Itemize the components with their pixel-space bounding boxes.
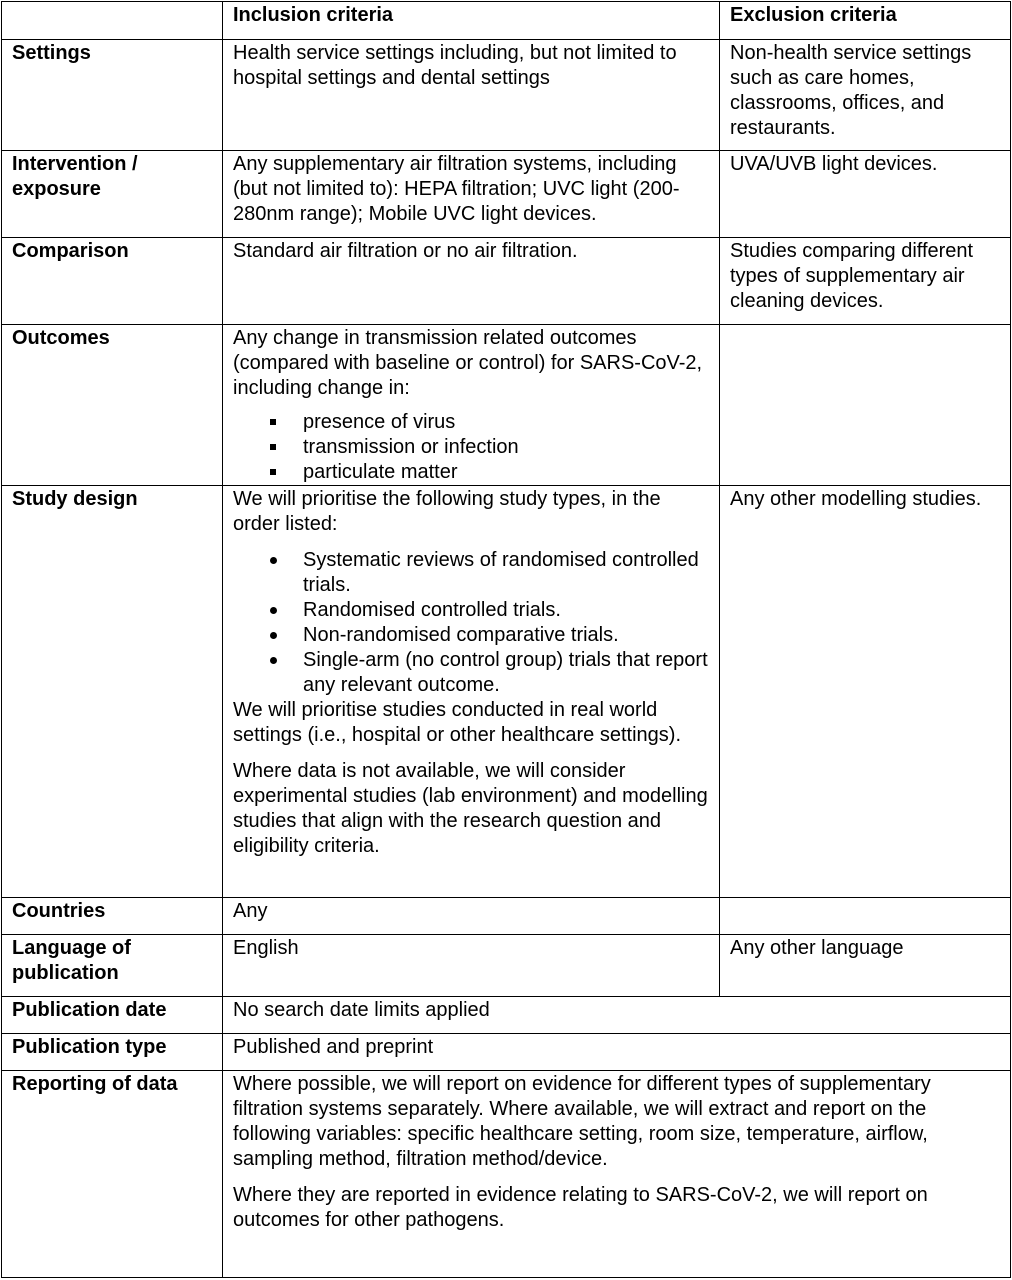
list-item: presence of virus bbox=[233, 410, 709, 435]
header-inclusion: Inclusion criteria bbox=[223, 2, 720, 40]
row-label: Reporting of data bbox=[2, 1071, 223, 1278]
row-label: Publication date bbox=[2, 997, 223, 1034]
exclusion-cell: Any other language bbox=[720, 935, 1011, 997]
list-item: Randomised controlled trials. bbox=[233, 598, 709, 623]
inclusion-cell bbox=[223, 486, 720, 898]
row-comparison bbox=[2, 238, 1011, 325]
row-label: Settings bbox=[2, 40, 223, 151]
outcomes-intro: Any change in transmission related outcomes (compared with baseline or control) for SARS-CoV-2, including change in: bbox=[233, 327, 703, 399]
study-design-paragraph: Where data is not available, we will consider experimental studies (lab environment) and modelling studies that align with the research question and eligibility criteria. bbox=[233, 760, 708, 857]
study-design-intro: We will prioritise the following study types, in the order listed: bbox=[233, 488, 661, 535]
inclusion-cell: Standard air filtration or no air filtration. bbox=[223, 238, 720, 325]
study-design-paragraph: We will prioritise studies conducted in real world settings (i.e., hospital or other healthcare settings). bbox=[233, 699, 682, 746]
row-label: Comparison bbox=[2, 238, 223, 325]
eligibility-criteria-table bbox=[1, 1, 1011, 1278]
row-label: Countries bbox=[2, 898, 223, 935]
inclusion-cell: Health service settings including, but not limited to hospital settings and dental settings bbox=[223, 40, 720, 151]
row-settings bbox=[2, 40, 1011, 151]
row-reporting-of-data bbox=[2, 1071, 1011, 1278]
row-outcomes bbox=[2, 325, 1011, 486]
value-cell bbox=[223, 1071, 1011, 1278]
exclusion-cell: Studies comparing different types of supplementary air cleaning devices. bbox=[720, 238, 1011, 325]
row-label: Study design bbox=[2, 486, 223, 898]
list-item: transmission or infection bbox=[233, 435, 709, 460]
row-countries bbox=[2, 898, 1011, 935]
row-label: Outcomes bbox=[2, 325, 223, 486]
row-publication-date bbox=[2, 997, 1011, 1034]
list-item: Non-randomised comparative trials. bbox=[233, 623, 709, 648]
exclusion-cell: Non-health service settings such as care homes, classrooms, offices, and restaurants. bbox=[720, 40, 1011, 151]
inclusion-cell: English bbox=[223, 935, 720, 997]
exclusion-cell: UVA/UVB light devices. bbox=[720, 151, 1011, 238]
list-item: Systematic reviews of randomised controlled trials. bbox=[233, 548, 709, 598]
exclusion-cell bbox=[720, 325, 1011, 486]
value-cell: Published and preprint bbox=[223, 1034, 1011, 1071]
row-study-design bbox=[2, 486, 1011, 898]
inclusion-cell: Any supplementary air filtration systems, including (but not limited to): HEPA filtration; UVC light (200-280nm range); Mobile UVC light devices. bbox=[223, 151, 720, 238]
list-item: Single-arm (no control group) trials that report any relevant outcome. bbox=[233, 648, 709, 698]
row-publication-type bbox=[2, 1034, 1011, 1071]
row-language bbox=[2, 935, 1011, 997]
list-item: particulate matter bbox=[233, 460, 709, 485]
inclusion-cell bbox=[223, 325, 720, 486]
row-label: Publication type bbox=[2, 1034, 223, 1071]
header-empty-cell bbox=[2, 2, 223, 40]
reporting-paragraph: Where they are reported in evidence relating to SARS-CoV-2, we will report on outcomes for other pathogens. bbox=[233, 1184, 928, 1231]
exclusion-cell bbox=[720, 898, 1011, 935]
outcomes-list bbox=[233, 410, 709, 485]
header-row bbox=[2, 2, 1011, 40]
inclusion-cell: Any bbox=[223, 898, 720, 935]
reporting-paragraph: Where possible, we will report on evidence for different types of supplementary filtration systems separately. Where available, we will extract and report on the following variables: specific healthcare setting, room size, temperature, airflow, sampling method, filtration method/device. bbox=[233, 1073, 931, 1170]
exclusion-cell: Any other modelling studies. bbox=[720, 486, 1011, 898]
row-label: Language of publication bbox=[2, 935, 223, 997]
study-types-list bbox=[233, 548, 709, 698]
row-label: Intervention / exposure bbox=[2, 151, 223, 238]
header-exclusion: Exclusion criteria bbox=[720, 2, 1011, 40]
value-cell: No search date limits applied bbox=[223, 997, 1011, 1034]
row-intervention bbox=[2, 151, 1011, 238]
